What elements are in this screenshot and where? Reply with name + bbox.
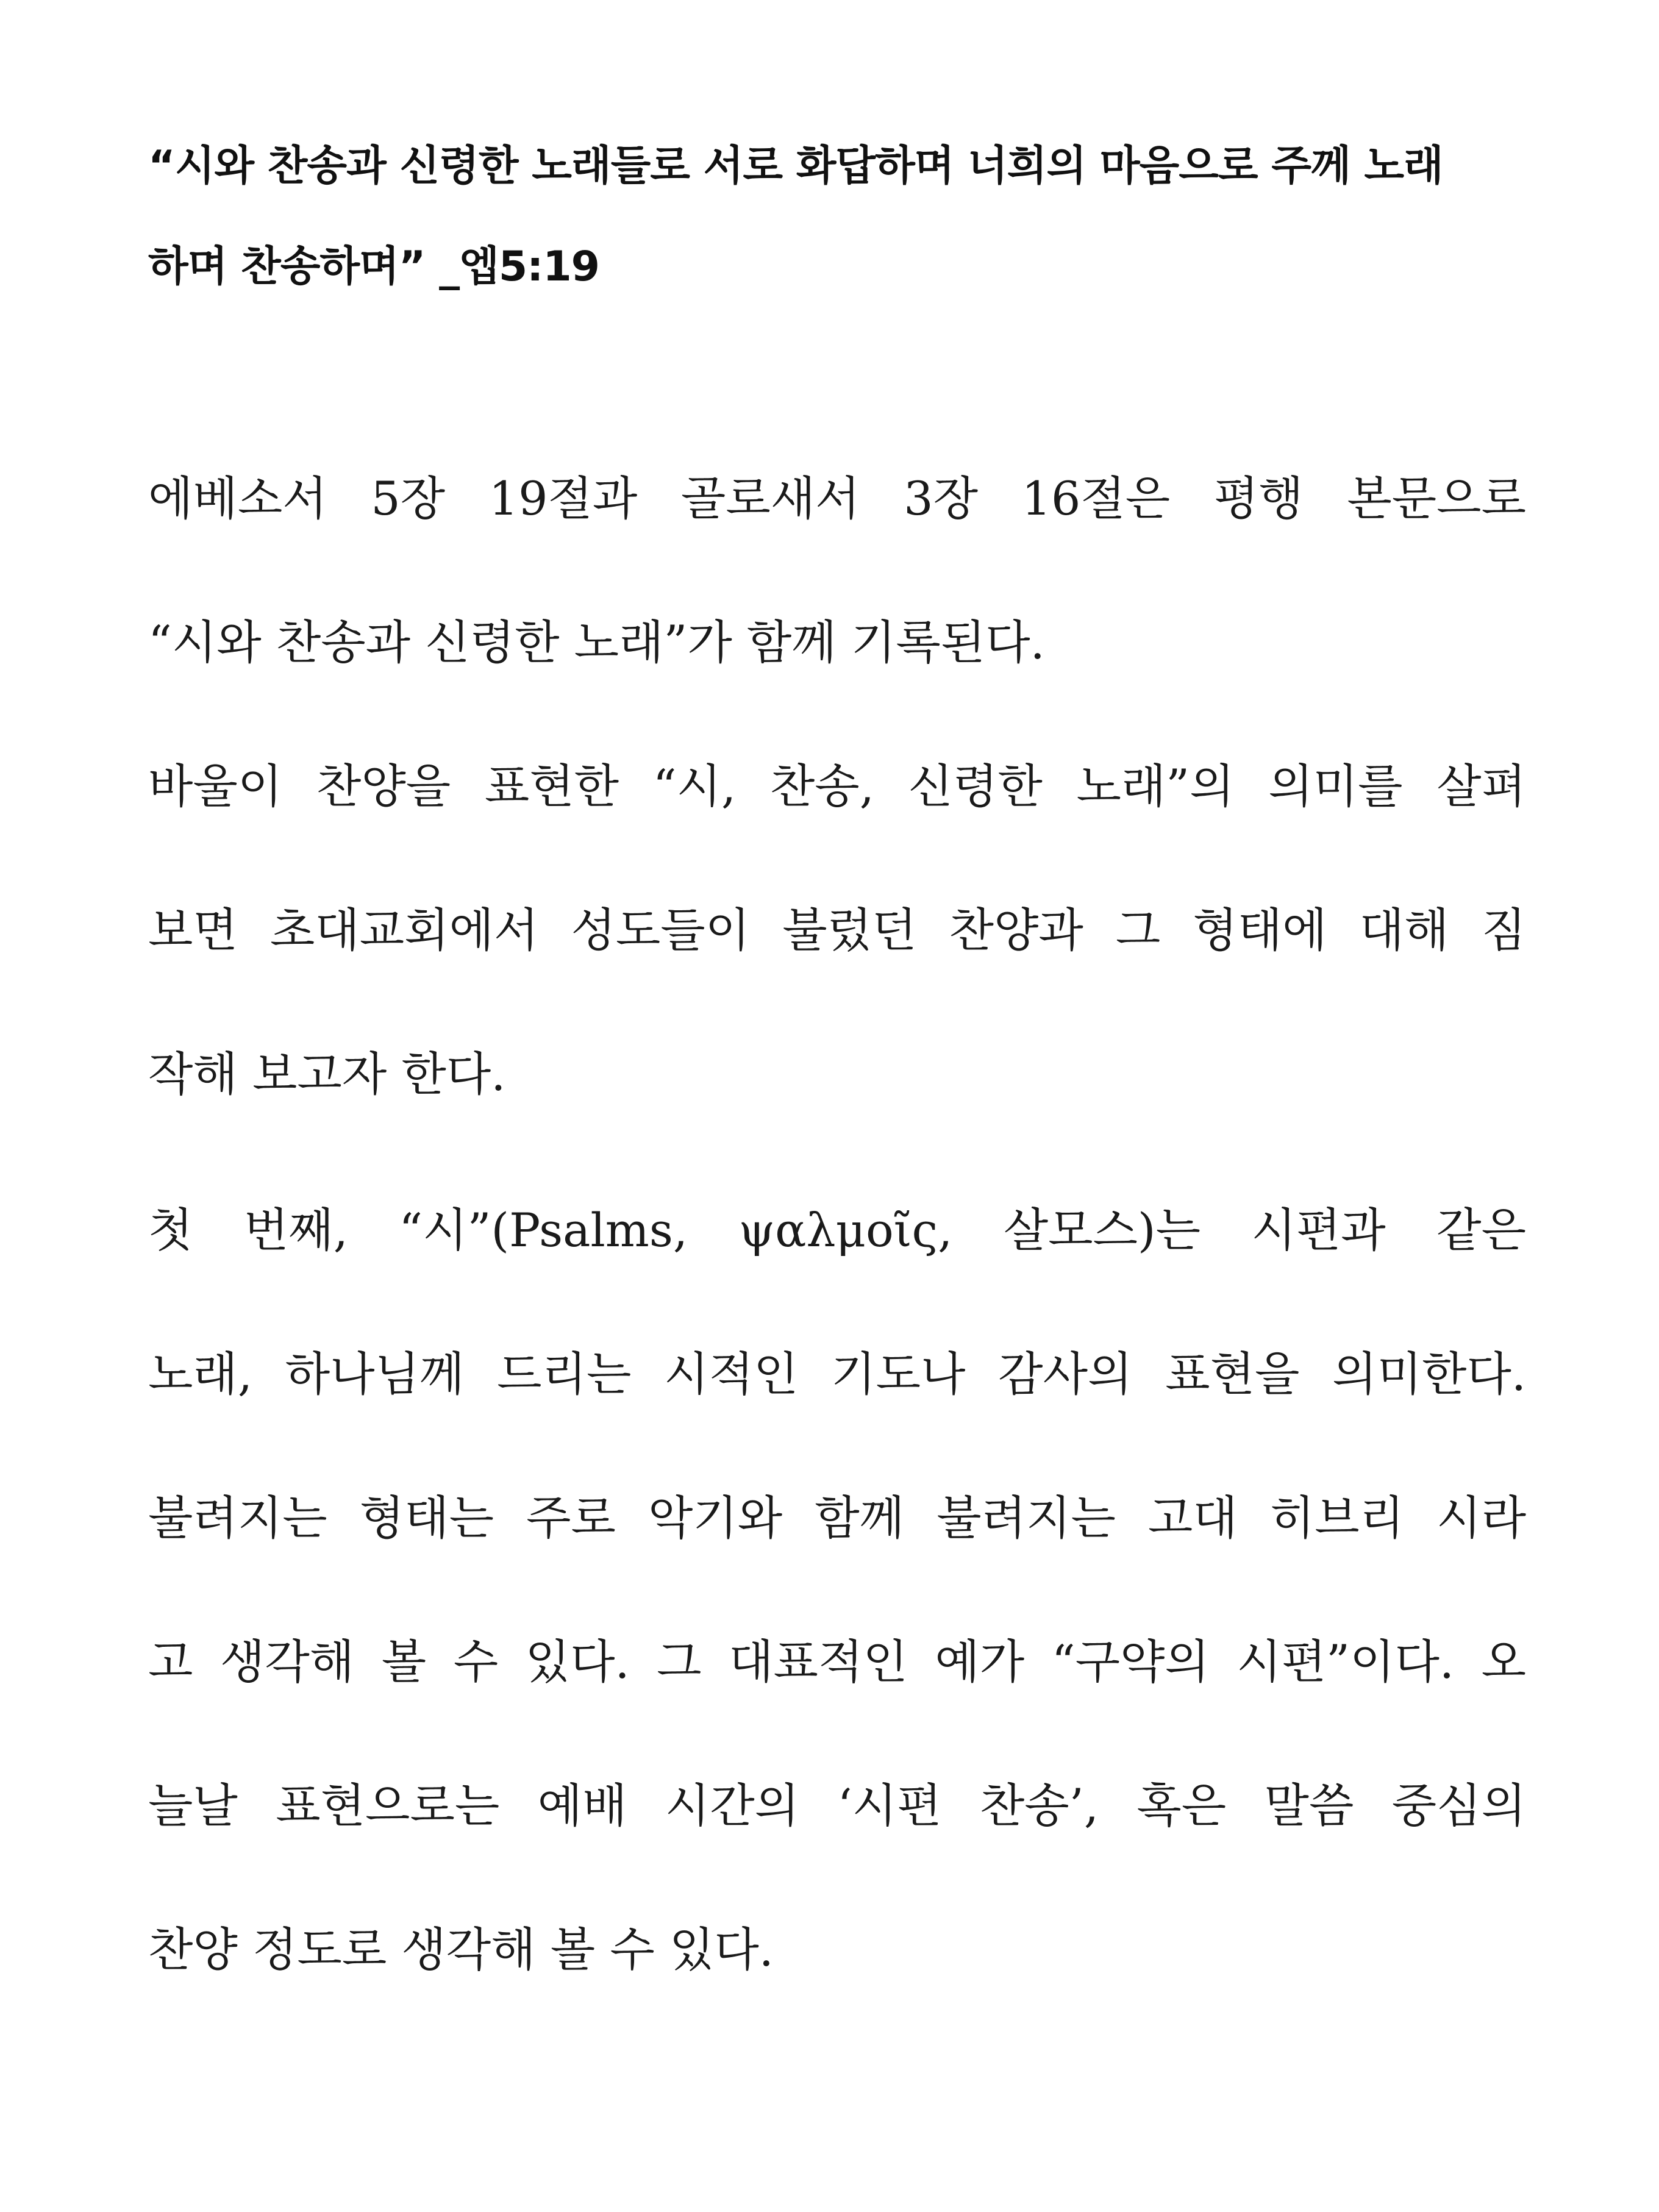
paragraph-line: 바울이 찬양을 표현한 “시, 찬송, 신령한 노래”의 의미를 살펴	[148, 759, 1526, 813]
paragraph-line: 늘날 표현으로는 예배 시간의 ‘시편 찬송’, 혹은 말씀 중심의	[148, 1779, 1526, 1833]
paragraph-line: 에베소서 5장 19절과 골로새서 3장 16절은 평행 본문으로	[148, 471, 1526, 526]
scripture-heading	[148, 116, 1526, 317]
paragraph-line: 노래, 하나님께 드리는 시적인 기도나 감사의 표현을 의미한다.	[148, 1347, 1526, 1401]
paragraph-psalms	[148, 1158, 1526, 2022]
paragraph-intro	[148, 427, 1526, 1146]
heading-line: 하며 찬송하며” _엡5:19	[148, 243, 599, 291]
heading-line: “시와 찬송과 신령한 노래들로 서로 화답하며 너희의 마음으로 주께 노래	[148, 142, 1443, 190]
paragraph-line: 첫 번째, “시”(Psalms, ψαλμοῖς, 살모스)는 시편과 같은	[148, 1203, 1526, 1257]
paragraph-line: 작해 보고자 한다.	[148, 1047, 506, 1101]
paragraph-line: “시와 찬송과 신령한 노래”가 함께 기록된다.	[148, 615, 1045, 669]
paragraph-line: 고 생각해 볼 수 있다. 그 대표적인 예가 “구약의 시편”이다. 오	[148, 1635, 1526, 1689]
paragraph-line: 불려지는 형태는 주로 악기와 함께 불려지는 고대 히브리 시라	[148, 1491, 1526, 1545]
paragraph-line: 보면 초대교회에서 성도들이 불렀던 찬양과 그 형태에 대해 짐	[148, 903, 1526, 957]
paragraph-line: 찬양 정도로 생각해 볼 수 있다.	[148, 1922, 774, 1977]
